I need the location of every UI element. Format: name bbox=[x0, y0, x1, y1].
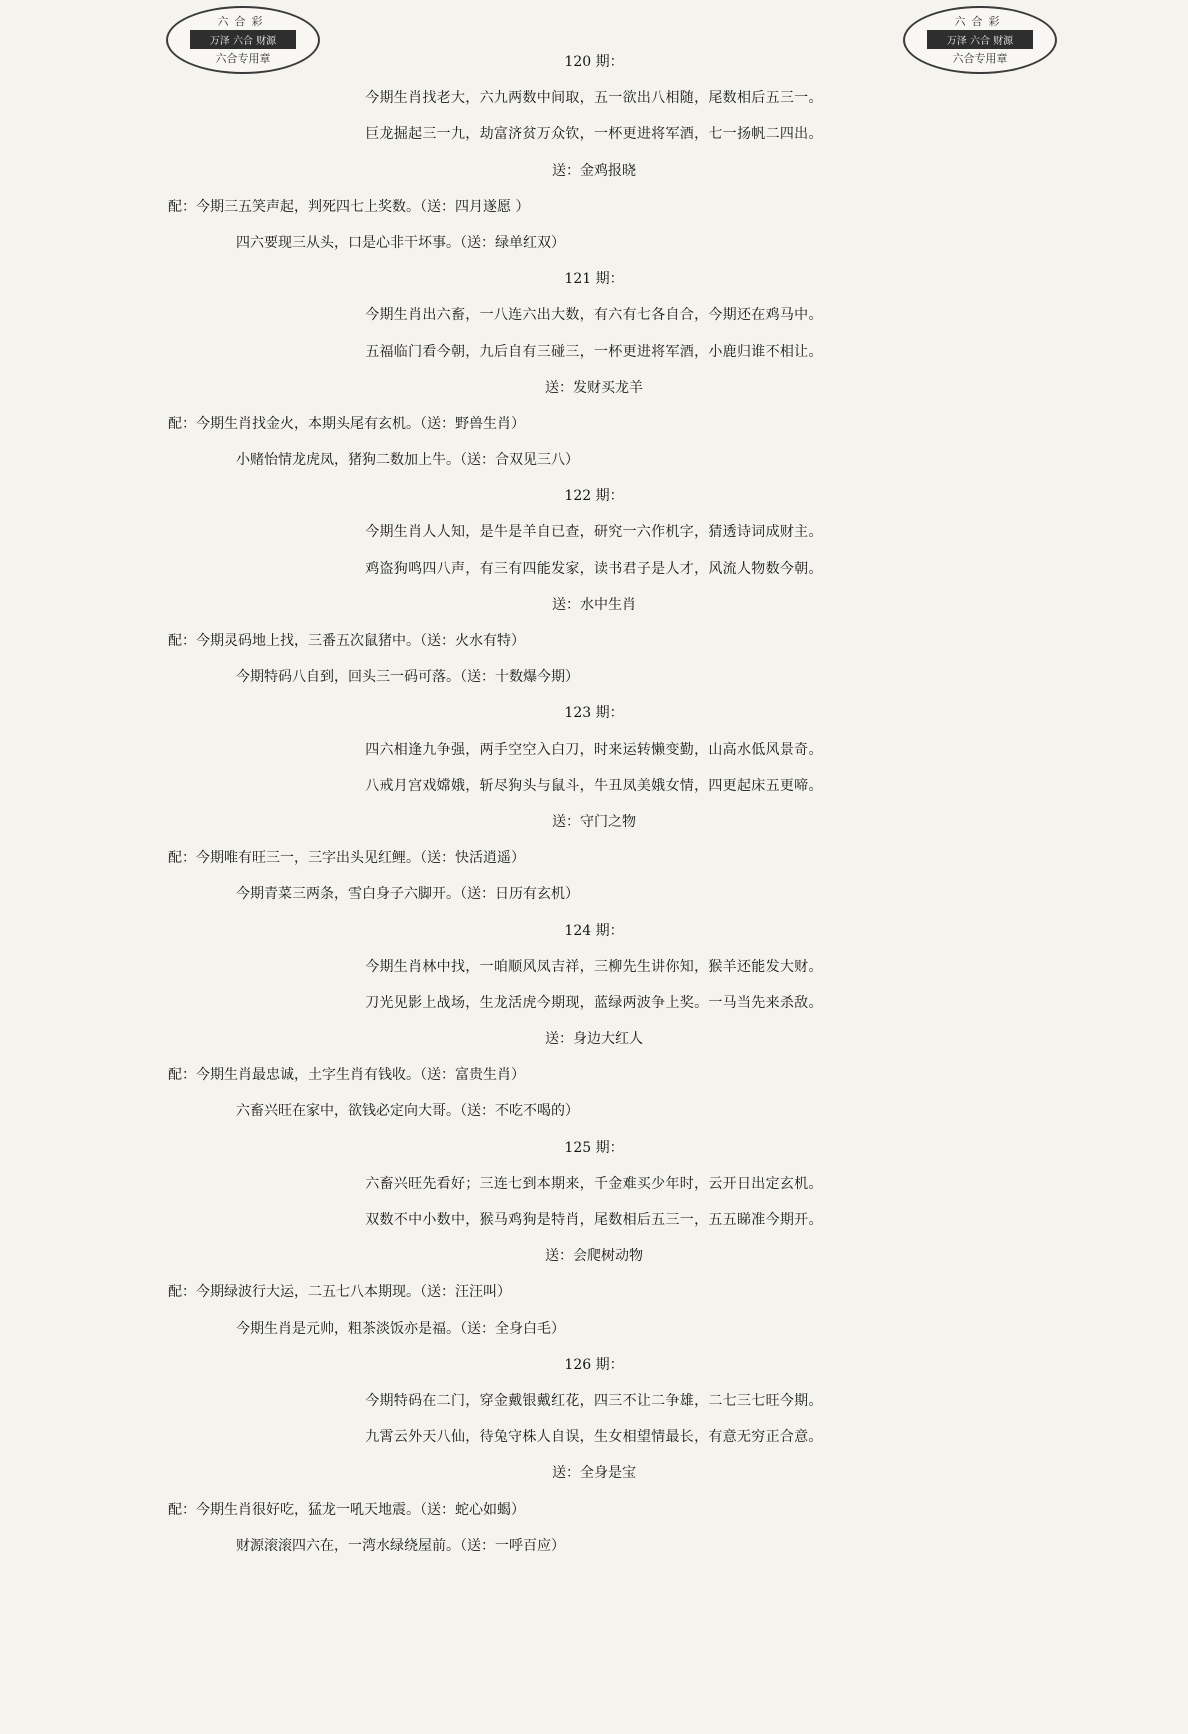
pair-line: 财源滚滚四六在，一湾水绿绕屋前。（送：一呼百应） bbox=[236, 1537, 565, 1554]
poem-line: 刀光见影上战场，生龙活虎今期现，蓝绿两波争上奖。一马当先来杀敌。 bbox=[365, 994, 823, 1011]
pair-line: 今期青菜三两条，雪白身子六脚开。（送：日历有玄机） bbox=[236, 886, 579, 903]
poem-line: 今期生肖找老大，六九两数中间取，五一欲出八相随，尾数相后五三一。 bbox=[365, 90, 823, 107]
poem-line: 今期生肖林中找，一咱顺风凤吉祥，三柳先生讲你知，猴羊还能发大财。 bbox=[365, 958, 823, 975]
gift-line: 送：守门之物 bbox=[552, 813, 636, 830]
period-block bbox=[0, 478, 1188, 695]
poem-line: 今期生肖人人知，是牛是羊自已查，研究一六作机字，猜透诗词成财主。 bbox=[365, 524, 823, 541]
pair-line: 配：今期三五笑声起，判死四七上奖数。（送：四月遂愿 ） bbox=[168, 198, 530, 215]
pair-line: 配：今期生肖很好吃，猛龙一吼天地震。（送：蛇心如蝎） bbox=[168, 1501, 525, 1518]
gift-line: 送：身边大红人 bbox=[545, 1031, 643, 1048]
period-block bbox=[0, 44, 1188, 261]
poem-line: 五福临门看今朝，九后自有三碰三，一杯更进将军酒，小鹿归谁不相让。 bbox=[365, 343, 823, 360]
gift-line: 送：金鸡报晓 bbox=[552, 162, 636, 179]
period-block bbox=[0, 695, 1188, 912]
period-block bbox=[0, 1347, 1188, 1564]
period-title: 122 期： bbox=[564, 488, 624, 505]
poem-line: 八戒月宫戏嫦娥，斩尽狗头与鼠斗，牛丑凤美娥女情，四更起床五更啼。 bbox=[365, 777, 823, 794]
pair-line: 四六要现三从头，口是心非干坏事。（送：绿单红双） bbox=[236, 234, 565, 251]
period-title: 120 期： bbox=[564, 54, 624, 70]
poem-line: 六畜兴旺先看好；三连七到本期来，千金难买少年时，云开日出定玄机。 bbox=[365, 1175, 823, 1192]
period-title: 121 期： bbox=[564, 271, 624, 288]
poem-line: 鸡盗狗鸣四八声，有三有四能发家，读书君子是人才，风流人物数今朝。 bbox=[365, 560, 823, 577]
poem-line: 今期生肖出六畜，一八连六出大数，有六有七各自合，今期还在鸡马中。 bbox=[365, 307, 823, 324]
period-title: 125 期： bbox=[564, 1139, 624, 1156]
stamp-bottom-text: 六合专用章 bbox=[215, 52, 271, 65]
pair-line: 今期生肖是元帅，粗茶淡饭亦是福。（送：全身白毛） bbox=[236, 1320, 565, 1337]
stamp-top-text: 六合彩 bbox=[954, 15, 1006, 28]
period-block bbox=[0, 261, 1188, 478]
stamp-middle-text: 万泽 六合 财源 bbox=[927, 30, 1033, 49]
gift-line: 送：水中生肖 bbox=[552, 596, 636, 613]
poem-line: 今期特码在二门，穿金戴银戴红花，四三不让二争雄，二七三七旺今期。 bbox=[365, 1392, 823, 1409]
pair-line: 今期特码八自到，回头三一码可落。（送：十数爆今期） bbox=[236, 669, 579, 686]
stamp-top-text: 六合彩 bbox=[217, 15, 269, 28]
period-block bbox=[0, 1130, 1188, 1347]
pair-line: 配：今期灵码地上找，三番五次鼠猪中。（送：火水有特） bbox=[168, 633, 525, 649]
pair-line: 小赌怡情龙虎凤，猪狗二数加上牛。（送：合双见三八） bbox=[236, 452, 579, 469]
pair-line: 配：今期生肖最忠诚，土字生肖有钱收。（送：富贵生肖） bbox=[168, 1067, 525, 1084]
gift-line: 送：全身是宝 bbox=[552, 1465, 636, 1482]
period-list bbox=[0, 44, 1188, 1564]
period-title: 126 期： bbox=[564, 1356, 624, 1373]
poem-line: 四六相逢九争强，两手空空入白刀，时来运转懒变勤，山高水低风景奇。 bbox=[365, 741, 823, 758]
period-title: 124 期： bbox=[564, 922, 624, 939]
period-title: 123 期： bbox=[564, 705, 624, 722]
gift-line: 送：发财买龙羊 bbox=[545, 379, 643, 396]
pair-line: 六畜兴旺在家中，欲钱必定向大哥。（送：不吃不喝的） bbox=[236, 1103, 579, 1120]
pair-line: 配：今期生肖找金火，本期头尾有玄机。（送：野兽生肖） bbox=[168, 415, 525, 432]
poem-line: 双数不中小数中，猴马鸡狗是特肖，尾数相后五三一，五五睇准今期开。 bbox=[365, 1212, 823, 1228]
stamp-middle-text: 万泽 六合 财源 bbox=[190, 30, 296, 49]
pair-line: 配：今期唯有旺三一，三字出头见红鲤。（送：快活逍遥） bbox=[168, 850, 525, 867]
poem-line: 九霄云外天八仙，待兔守株人自误，生女相望情最长，有意无穷正合意。 bbox=[365, 1429, 823, 1446]
poem-line: 巨龙掘起三一九，劫富济贫万众钦，一杯更进将军酒，七一扬帆二四出。 bbox=[365, 126, 823, 143]
period-block bbox=[0, 913, 1188, 1130]
stamp-bottom-text: 六合专用章 bbox=[952, 52, 1008, 65]
pair-line: 配：今期绿波行大运，二五七八本期现。（送：汪汪叫） bbox=[168, 1284, 511, 1301]
gift-line: 送：会爬树动物 bbox=[545, 1248, 643, 1265]
